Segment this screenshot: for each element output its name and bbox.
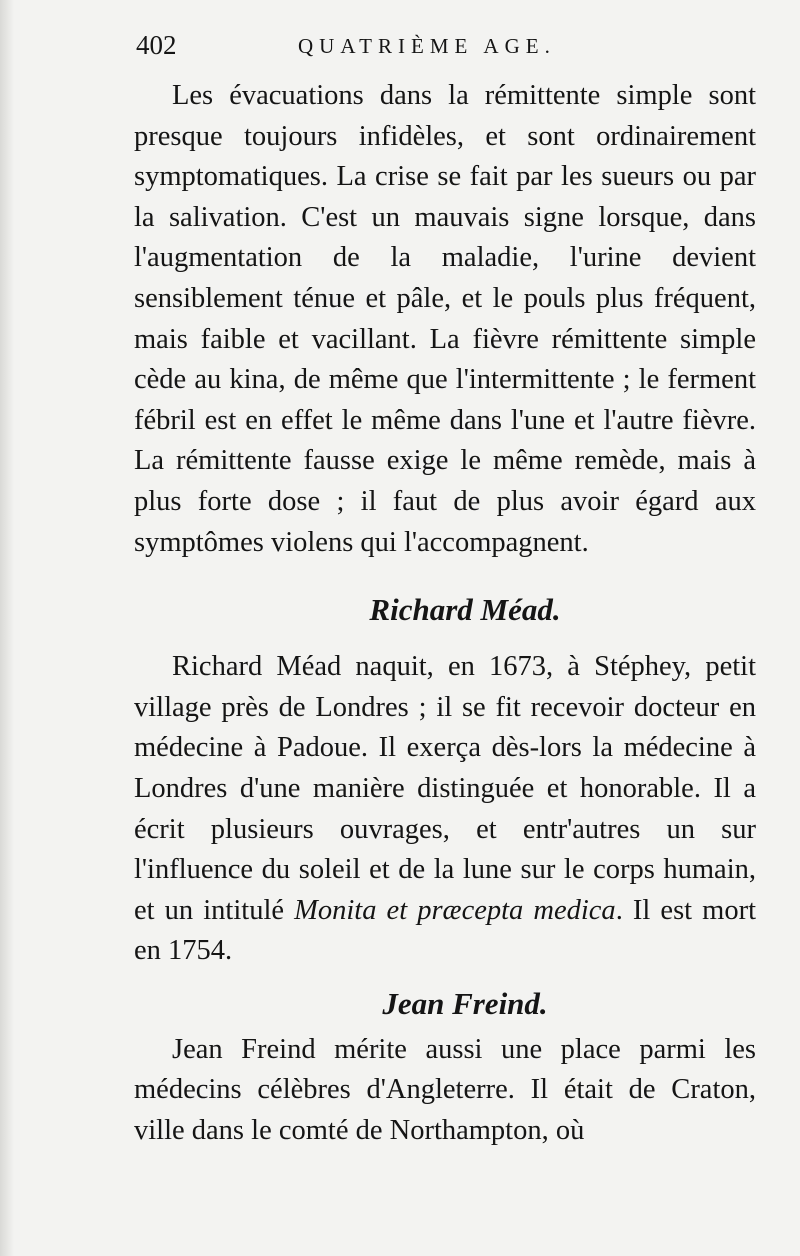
heading-richard-mead: Richard Méad. — [369, 592, 561, 628]
page-number: 402 — [136, 30, 177, 60]
mead-text-start: Richard Méad naquit, en 1673, à Stéphey, petit village près de Londres ; il se fit recevoir docteur en médecine à Padoue. Il exerça dès-lors la médecine à Londres d'une manière distinguée et honorable. Il a écrit plusieurs ouvrages, et entr'autres un sur l'influence du soleil et de la lune sur le corps humain, et un intitulé — [134, 651, 756, 926]
heading-jean-freind: Jean Freind. — [382, 985, 548, 1021]
page-header — [136, 30, 760, 70]
running-head: QUATRIÈME AGE. — [298, 34, 556, 58]
mead-text-end: . Il est mort en 1754. — [134, 894, 757, 967]
paragraph-remittent-fever: Les évacuations dans la rémittente simple sont presque toujours infidèles, et sont ordinairement symptomatiques. La crise se fait par les sueurs ou par la salivation. C'est un mauvais signe lorsque, dans l'augmentation de la maladie, l'urine devient sensiblement ténue et pâle, et le pouls plus fréquent, mais faible et vacillant. La fièvre rémittente simple cède au kina, de même que l'intermittente ; le ferment fébril est en effet le même dans l'une et l'autre fièvre. La rémittente fausse exige le même remède, mais à plus forte dose ; il faut de plus avoir égard aux symptômes violens qui l'accompagnent. — [134, 80, 756, 558]
mead-work-title: Monita et præcepta medica — [294, 894, 616, 926]
paragraph-jean-freind: Jean Freind mérite aussi une place parmi les médecins célèbres d'Angleterre. Il était de Craton, ville dans le comté de Northampton, où — [134, 1033, 756, 1147]
paragraph-richard-mead — [134, 647, 756, 972]
page-body — [134, 76, 756, 1152]
